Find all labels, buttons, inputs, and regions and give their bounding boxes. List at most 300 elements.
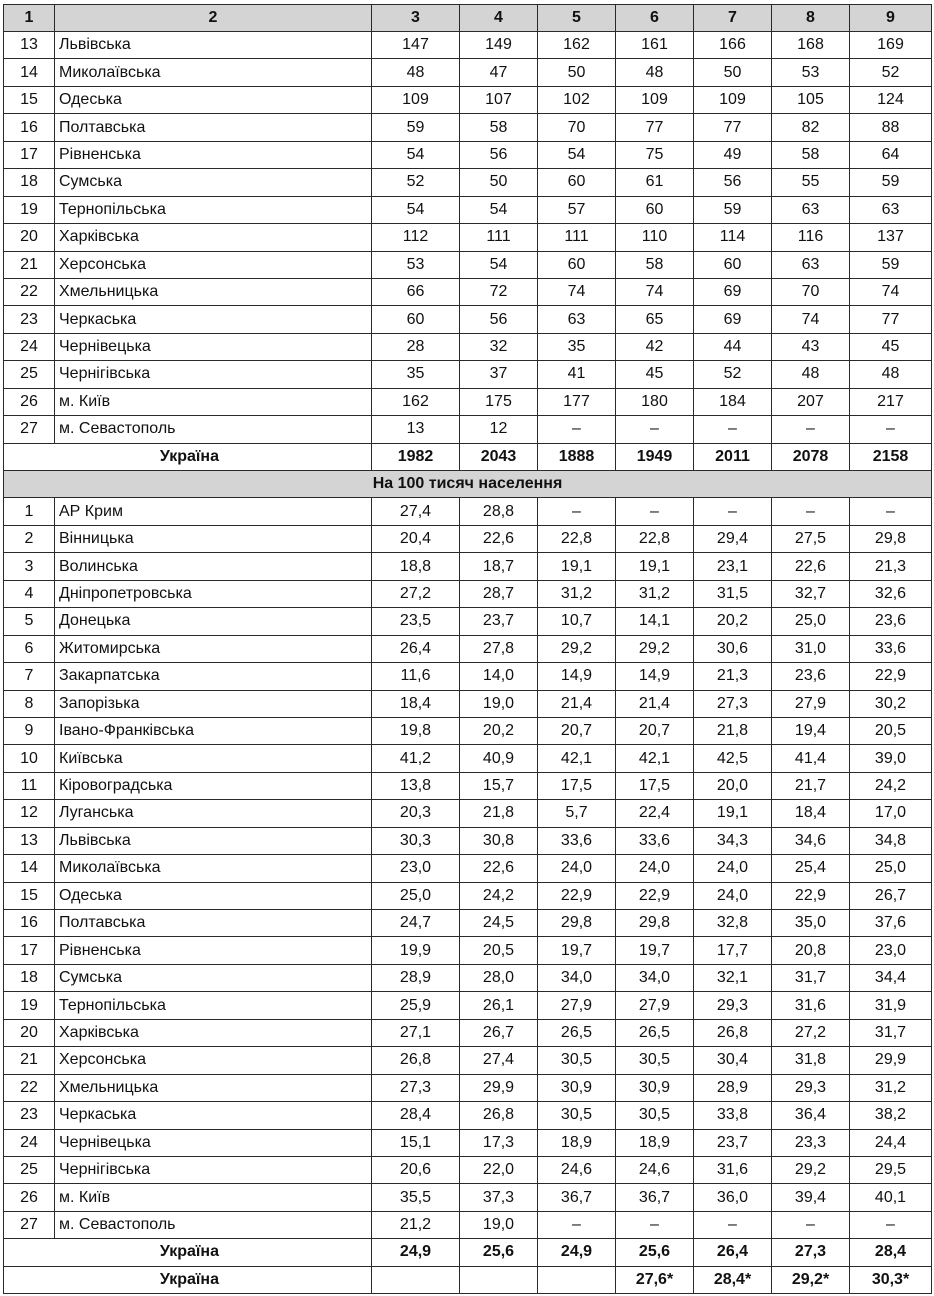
value-cell: 74 xyxy=(850,278,932,305)
value-cell: 23,5 xyxy=(372,608,460,635)
value-cell: 29,8 xyxy=(538,910,616,937)
value-cell: 5,7 xyxy=(538,800,616,827)
value-cell: 24,2 xyxy=(460,882,538,909)
total-cell: 25,6 xyxy=(616,1239,694,1266)
table-row xyxy=(4,717,932,744)
total-cell xyxy=(372,1266,460,1293)
row-number: 17 xyxy=(4,141,55,168)
header-cell: 1 xyxy=(4,5,55,32)
value-cell: 77 xyxy=(616,114,694,141)
value-cell: 147 xyxy=(372,32,460,59)
value-cell: 29,9 xyxy=(850,1047,932,1074)
value-cell: 69 xyxy=(694,306,772,333)
value-cell: – xyxy=(694,416,772,443)
value-cell: 111 xyxy=(538,224,616,251)
value-cell: 49 xyxy=(694,141,772,168)
value-cell: 53 xyxy=(372,251,460,278)
value-cell: 31,7 xyxy=(850,1019,932,1046)
value-cell: – xyxy=(772,1211,850,1238)
region-name: Одеська xyxy=(55,882,372,909)
value-cell: 31,2 xyxy=(538,580,616,607)
total-cell: 24,9 xyxy=(538,1239,616,1266)
region-name: Одеська xyxy=(55,86,372,113)
value-cell: 27,3 xyxy=(694,690,772,717)
value-cell: 17,5 xyxy=(616,772,694,799)
table-row xyxy=(4,224,932,251)
value-cell: 27,9 xyxy=(772,690,850,717)
value-cell: 19,7 xyxy=(538,937,616,964)
region-name: Тернопільська xyxy=(55,196,372,223)
value-cell: 114 xyxy=(694,224,772,251)
value-cell: 33,8 xyxy=(694,1102,772,1129)
header-cell: 2 xyxy=(55,5,372,32)
row-number: 12 xyxy=(4,800,55,827)
total-label: Україна xyxy=(4,443,372,470)
value-cell: 60 xyxy=(538,169,616,196)
value-cell: 25,0 xyxy=(850,855,932,882)
value-cell: 34,0 xyxy=(616,964,694,991)
value-cell: 12 xyxy=(460,416,538,443)
value-cell: 30,5 xyxy=(616,1047,694,1074)
value-cell: 37 xyxy=(460,361,538,388)
region-name: Миколаївська xyxy=(55,59,372,86)
table-row xyxy=(4,114,932,141)
statistics-table xyxy=(3,4,932,1294)
table-row xyxy=(4,251,932,278)
value-cell: 21,7 xyxy=(772,772,850,799)
value-cell: 40,9 xyxy=(460,745,538,772)
value-cell: 82 xyxy=(772,114,850,141)
value-cell: 30,9 xyxy=(616,1074,694,1101)
value-cell: 149 xyxy=(460,32,538,59)
header-cell: 6 xyxy=(616,5,694,32)
value-cell: 33,6 xyxy=(850,635,932,662)
value-cell: 24,6 xyxy=(616,1156,694,1183)
value-cell: – xyxy=(616,498,694,525)
value-cell: 43 xyxy=(772,333,850,360)
value-cell: 42 xyxy=(616,333,694,360)
value-cell: 15,7 xyxy=(460,772,538,799)
value-cell: 19,0 xyxy=(460,1211,538,1238)
value-cell: 17,3 xyxy=(460,1129,538,1156)
value-cell: – xyxy=(538,416,616,443)
row-number: 14 xyxy=(4,59,55,86)
value-cell: 29,9 xyxy=(460,1074,538,1101)
value-cell: 10,7 xyxy=(538,608,616,635)
region-name: Херсонська xyxy=(55,1047,372,1074)
value-cell: 175 xyxy=(460,388,538,415)
value-cell: 137 xyxy=(850,224,932,251)
row-number: 24 xyxy=(4,1129,55,1156)
region-name: Херсонська xyxy=(55,251,372,278)
value-cell: 29,8 xyxy=(850,525,932,552)
region-name: Запорізька xyxy=(55,690,372,717)
value-cell: – xyxy=(772,416,850,443)
value-cell: 27,4 xyxy=(460,1047,538,1074)
value-cell: 24,0 xyxy=(616,855,694,882)
value-cell: 61 xyxy=(616,169,694,196)
total-cell xyxy=(460,1266,538,1293)
value-cell: 48 xyxy=(616,59,694,86)
value-cell: 48 xyxy=(772,361,850,388)
value-cell: 58 xyxy=(616,251,694,278)
value-cell: 17,5 xyxy=(538,772,616,799)
value-cell: 40,1 xyxy=(850,1184,932,1211)
value-cell: 60 xyxy=(538,251,616,278)
value-cell: 32,7 xyxy=(772,580,850,607)
value-cell: 45 xyxy=(616,361,694,388)
value-cell: 20,8 xyxy=(772,937,850,964)
value-cell: 18,9 xyxy=(538,1129,616,1156)
total-cell: 1949 xyxy=(616,443,694,470)
value-cell: 31,8 xyxy=(772,1047,850,1074)
total-row xyxy=(4,1239,932,1266)
row-number: 20 xyxy=(4,224,55,251)
value-cell: 23,3 xyxy=(772,1129,850,1156)
value-cell: 41,2 xyxy=(372,745,460,772)
value-cell: 75 xyxy=(616,141,694,168)
value-cell: 21,4 xyxy=(616,690,694,717)
value-cell: 31,9 xyxy=(850,992,932,1019)
value-cell: 207 xyxy=(772,388,850,415)
value-cell: 18,8 xyxy=(372,553,460,580)
value-cell: 17,7 xyxy=(694,937,772,964)
value-cell: 41,4 xyxy=(772,745,850,772)
value-cell: 25,4 xyxy=(772,855,850,882)
value-cell: 21,4 xyxy=(538,690,616,717)
row-number: 17 xyxy=(4,937,55,964)
region-name: Черкаська xyxy=(55,1102,372,1129)
value-cell: 32,1 xyxy=(694,964,772,991)
table-row xyxy=(4,86,932,113)
total-cell xyxy=(538,1266,616,1293)
value-cell: 111 xyxy=(460,224,538,251)
value-cell: 63 xyxy=(850,196,932,223)
value-cell: 22,0 xyxy=(460,1156,538,1183)
statistics-table-container xyxy=(3,4,932,1294)
value-cell: 32,8 xyxy=(694,910,772,937)
row-number: 23 xyxy=(4,306,55,333)
value-cell: 29,2 xyxy=(616,635,694,662)
value-cell: – xyxy=(850,498,932,525)
table-row xyxy=(4,498,932,525)
value-cell: 19,0 xyxy=(460,690,538,717)
value-cell: 65 xyxy=(616,306,694,333)
table-row xyxy=(4,608,932,635)
table-row xyxy=(4,333,932,360)
value-cell: 22,4 xyxy=(616,800,694,827)
value-cell: 48 xyxy=(372,59,460,86)
value-cell: 50 xyxy=(694,59,772,86)
region-name: м. Київ xyxy=(55,1184,372,1211)
value-cell: 26,5 xyxy=(616,1019,694,1046)
value-cell: 31,5 xyxy=(694,580,772,607)
value-cell: 74 xyxy=(616,278,694,305)
table-row xyxy=(4,772,932,799)
value-cell: 27,2 xyxy=(372,580,460,607)
value-cell: 21,8 xyxy=(460,800,538,827)
value-cell: 14,9 xyxy=(616,663,694,690)
value-cell: 24,6 xyxy=(538,1156,616,1183)
region-name: Кіровоградська xyxy=(55,772,372,799)
value-cell: 29,2 xyxy=(538,635,616,662)
total-row xyxy=(4,443,932,470)
value-cell: – xyxy=(616,1211,694,1238)
value-cell: 27,9 xyxy=(616,992,694,1019)
table-row xyxy=(4,416,932,443)
row-number: 21 xyxy=(4,1047,55,1074)
value-cell: 29,3 xyxy=(694,992,772,1019)
value-cell: 24,4 xyxy=(850,1129,932,1156)
value-cell: 37,6 xyxy=(850,910,932,937)
row-number: 19 xyxy=(4,992,55,1019)
value-cell: 168 xyxy=(772,32,850,59)
value-cell: 63 xyxy=(772,251,850,278)
value-cell: 20,7 xyxy=(616,717,694,744)
value-cell: 26,5 xyxy=(538,1019,616,1046)
value-cell: 23,7 xyxy=(694,1129,772,1156)
region-name: Івано-Франківська xyxy=(55,717,372,744)
region-name: Чернігівська xyxy=(55,1156,372,1183)
value-cell: 11,6 xyxy=(372,663,460,690)
table-row xyxy=(4,827,932,854)
value-cell: – xyxy=(694,498,772,525)
value-cell: 53 xyxy=(772,59,850,86)
row-number: 7 xyxy=(4,663,55,690)
value-cell: 52 xyxy=(694,361,772,388)
row-number: 24 xyxy=(4,333,55,360)
value-cell: 184 xyxy=(694,388,772,415)
value-cell: 31,7 xyxy=(772,964,850,991)
value-cell: 19,7 xyxy=(616,937,694,964)
value-cell: – xyxy=(694,1211,772,1238)
value-cell: 27,3 xyxy=(372,1074,460,1101)
value-cell: 20,7 xyxy=(538,717,616,744)
value-cell: 50 xyxy=(460,169,538,196)
value-cell: 20,0 xyxy=(694,772,772,799)
value-cell: 44 xyxy=(694,333,772,360)
value-cell: 29,2 xyxy=(772,1156,850,1183)
value-cell: – xyxy=(772,498,850,525)
value-cell: 22,9 xyxy=(538,882,616,909)
row-number: 16 xyxy=(4,114,55,141)
value-cell: 28,9 xyxy=(372,964,460,991)
header-cell: 7 xyxy=(694,5,772,32)
value-cell: 24,0 xyxy=(694,855,772,882)
value-cell: 74 xyxy=(538,278,616,305)
value-cell: 54 xyxy=(372,141,460,168)
table-row xyxy=(4,992,932,1019)
value-cell: 52 xyxy=(372,169,460,196)
total-cell: 25,6 xyxy=(460,1239,538,1266)
value-cell: 66 xyxy=(372,278,460,305)
total-cell: 27,6* xyxy=(616,1266,694,1293)
row-number: 1 xyxy=(4,498,55,525)
value-cell: 77 xyxy=(850,306,932,333)
value-cell: 24,7 xyxy=(372,910,460,937)
value-cell: 39,4 xyxy=(772,1184,850,1211)
value-cell: 22,6 xyxy=(460,855,538,882)
header-cell: 9 xyxy=(850,5,932,32)
value-cell: 29,8 xyxy=(616,910,694,937)
value-cell: 15,1 xyxy=(372,1129,460,1156)
value-cell: 54 xyxy=(538,141,616,168)
value-cell: 54 xyxy=(372,196,460,223)
region-name: Полтавська xyxy=(55,910,372,937)
region-name: Чернівецька xyxy=(55,1129,372,1156)
value-cell: 28,8 xyxy=(460,498,538,525)
row-number: 27 xyxy=(4,416,55,443)
value-cell: 36,7 xyxy=(616,1184,694,1211)
row-number: 16 xyxy=(4,910,55,937)
region-name: Сумська xyxy=(55,964,372,991)
value-cell: 25,9 xyxy=(372,992,460,1019)
value-cell: 26,8 xyxy=(372,1047,460,1074)
row-number: 18 xyxy=(4,169,55,196)
region-name: Чернігівська xyxy=(55,361,372,388)
value-cell: 31,2 xyxy=(616,580,694,607)
value-cell: 109 xyxy=(616,86,694,113)
region-name: АР Крим xyxy=(55,498,372,525)
value-cell: 36,4 xyxy=(772,1102,850,1129)
value-cell: 105 xyxy=(772,86,850,113)
region-name: Полтавська xyxy=(55,114,372,141)
value-cell: 23,0 xyxy=(850,937,932,964)
value-cell: 26,7 xyxy=(460,1019,538,1046)
value-cell: 112 xyxy=(372,224,460,251)
value-cell: 35 xyxy=(372,361,460,388)
value-cell: 19,1 xyxy=(616,553,694,580)
section-title: На 100 тисяч населення xyxy=(4,471,932,498)
value-cell: 23,0 xyxy=(372,855,460,882)
value-cell: 162 xyxy=(372,388,460,415)
value-cell: 116 xyxy=(772,224,850,251)
table-row xyxy=(4,196,932,223)
row-number: 5 xyxy=(4,608,55,635)
value-cell: 109 xyxy=(372,86,460,113)
value-cell: 36,0 xyxy=(694,1184,772,1211)
value-cell: 26,4 xyxy=(372,635,460,662)
value-cell: 22,9 xyxy=(772,882,850,909)
row-number: 4 xyxy=(4,580,55,607)
row-number: 8 xyxy=(4,690,55,717)
value-cell: 74 xyxy=(772,306,850,333)
value-cell: – xyxy=(850,1211,932,1238)
value-cell: 60 xyxy=(372,306,460,333)
value-cell: 48 xyxy=(850,361,932,388)
total-cell: 2078 xyxy=(772,443,850,470)
value-cell: 13,8 xyxy=(372,772,460,799)
value-cell: 70 xyxy=(772,278,850,305)
value-cell: 42,1 xyxy=(616,745,694,772)
value-cell: 63 xyxy=(772,196,850,223)
total-row-adjusted xyxy=(4,1266,932,1293)
value-cell: 23,1 xyxy=(694,553,772,580)
row-number: 25 xyxy=(4,361,55,388)
value-cell: 19,1 xyxy=(538,553,616,580)
value-cell: 20,6 xyxy=(372,1156,460,1183)
region-name: Миколаївська xyxy=(55,855,372,882)
value-cell: 30,4 xyxy=(694,1047,772,1074)
total-cell: 2043 xyxy=(460,443,538,470)
table-row xyxy=(4,1047,932,1074)
value-cell: 20,5 xyxy=(850,717,932,744)
row-number: 20 xyxy=(4,1019,55,1046)
value-cell: 64 xyxy=(850,141,932,168)
value-cell: 22,6 xyxy=(772,553,850,580)
total-cell: 29,2* xyxy=(772,1266,850,1293)
table-row xyxy=(4,910,932,937)
total-label: Україна xyxy=(4,1239,372,1266)
value-cell: 59 xyxy=(850,169,932,196)
table-row xyxy=(4,964,932,991)
total-cell: 27,3 xyxy=(772,1239,850,1266)
row-number: 22 xyxy=(4,1074,55,1101)
value-cell: 162 xyxy=(538,32,616,59)
value-cell: 24,0 xyxy=(538,855,616,882)
value-cell: 56 xyxy=(694,169,772,196)
absolute-values-block xyxy=(4,32,932,444)
value-cell: 124 xyxy=(850,86,932,113)
value-cell: 14,0 xyxy=(460,663,538,690)
value-cell: 21,3 xyxy=(850,553,932,580)
value-cell: 29,4 xyxy=(694,525,772,552)
value-cell: 34,8 xyxy=(850,827,932,854)
total-cell: 30,3* xyxy=(850,1266,932,1293)
value-cell: 34,6 xyxy=(772,827,850,854)
value-cell: 22,8 xyxy=(616,525,694,552)
value-cell: 28,4 xyxy=(372,1102,460,1129)
row-number: 26 xyxy=(4,1184,55,1211)
table-row xyxy=(4,580,932,607)
value-cell: 31,2 xyxy=(850,1074,932,1101)
total-label: Україна xyxy=(4,1266,372,1293)
total-cell: 1982 xyxy=(372,443,460,470)
region-name: Вінницька xyxy=(55,525,372,552)
value-cell: 58 xyxy=(772,141,850,168)
value-cell: 22,6 xyxy=(460,525,538,552)
total-cell: 28,4 xyxy=(850,1239,932,1266)
value-cell: 17,0 xyxy=(850,800,932,827)
value-cell: 30,5 xyxy=(538,1047,616,1074)
region-name: Львівська xyxy=(55,827,372,854)
block2-totals xyxy=(4,1239,932,1294)
value-cell: 24,0 xyxy=(694,882,772,909)
value-cell: 34,3 xyxy=(694,827,772,854)
value-cell: 28,0 xyxy=(460,964,538,991)
header-cell: 8 xyxy=(772,5,850,32)
region-name: Чернівецька xyxy=(55,333,372,360)
value-cell: 27,5 xyxy=(772,525,850,552)
value-cell: 23,7 xyxy=(460,608,538,635)
value-cell: 47 xyxy=(460,59,538,86)
value-cell: 21,3 xyxy=(694,663,772,690)
value-cell: 29,5 xyxy=(850,1156,932,1183)
region-name: Тернопільська xyxy=(55,992,372,1019)
value-cell: 30,5 xyxy=(538,1102,616,1129)
table-row xyxy=(4,1184,932,1211)
value-cell: 19,1 xyxy=(694,800,772,827)
value-cell: 35,0 xyxy=(772,910,850,937)
value-cell: 42,1 xyxy=(538,745,616,772)
table-row xyxy=(4,32,932,59)
value-cell: 35,5 xyxy=(372,1184,460,1211)
value-cell: 60 xyxy=(616,196,694,223)
value-cell: 169 xyxy=(850,32,932,59)
value-cell: 25,0 xyxy=(372,882,460,909)
region-name: Львівська xyxy=(55,32,372,59)
value-cell: 54 xyxy=(460,196,538,223)
